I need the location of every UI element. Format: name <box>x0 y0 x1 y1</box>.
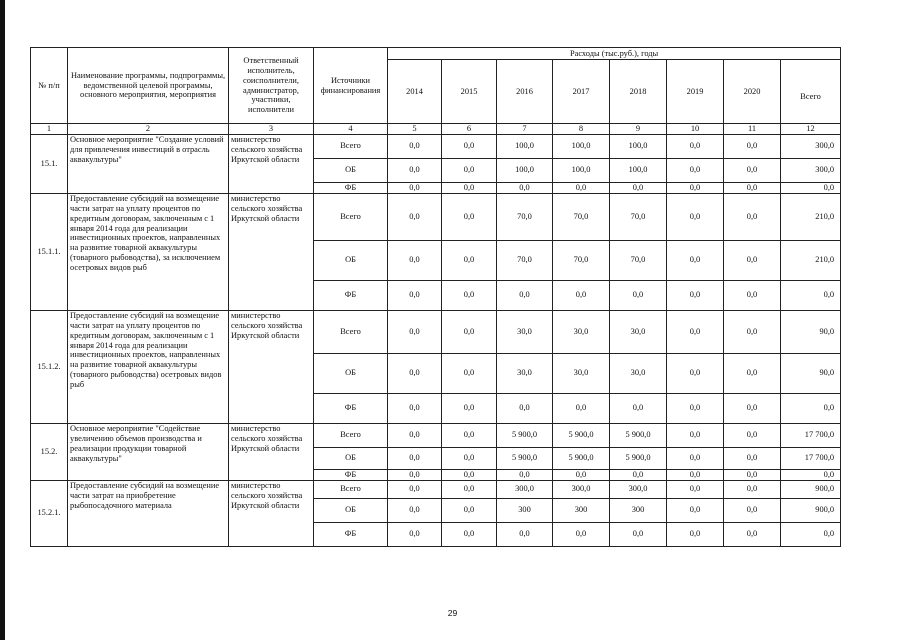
year-value-cell: 0,0 <box>610 182 667 193</box>
year-value-cell: 0,0 <box>388 134 442 158</box>
year-value-cell: 0,0 <box>724 240 781 280</box>
year-value-cell: 5 900,0 <box>553 447 610 469</box>
total-cell: 0,0 <box>781 182 841 193</box>
column-number-row <box>31 124 841 135</box>
row-number: 15.2. <box>31 423 68 480</box>
year-value-cell: 0,0 <box>442 522 497 546</box>
year-value-cell: 0,0 <box>724 447 781 469</box>
table-row <box>31 134 841 158</box>
year-value-cell: 0,0 <box>610 522 667 546</box>
total-cell: 900,0 <box>781 480 841 498</box>
column-number: 12 <box>781 124 841 135</box>
year-value-cell: 0,0 <box>442 193 497 240</box>
funding-source: ОБ <box>314 353 388 393</box>
year-value-cell: 0,0 <box>388 469 442 480</box>
year-value-cell: 0,0 <box>667 158 724 182</box>
funding-source: ФБ <box>314 182 388 193</box>
year-value-cell: 0,0 <box>388 447 442 469</box>
header-num: № п/п <box>31 48 68 124</box>
header-year: 2015 <box>442 60 497 124</box>
scan-edge-bar <box>0 0 5 640</box>
header-source: Источники финансирования <box>314 48 388 124</box>
funding-source: Всего <box>314 310 388 353</box>
year-value-cell: 0,0 <box>442 158 497 182</box>
year-value-cell: 0,0 <box>667 134 724 158</box>
header-year: 2014 <box>388 60 442 124</box>
year-value-cell: 70,0 <box>497 240 553 280</box>
year-value-cell: 0,0 <box>667 182 724 193</box>
year-value-cell: 0,0 <box>724 423 781 447</box>
total-cell: 0,0 <box>781 393 841 423</box>
year-value-cell: 300 <box>497 498 553 522</box>
year-value-cell: 0,0 <box>442 498 497 522</box>
year-value-cell: 30,0 <box>497 310 553 353</box>
year-value-cell: 5 900,0 <box>610 447 667 469</box>
responsible-executor: министерство сельского хозяйства Иркутской области <box>229 480 314 546</box>
column-number: 4 <box>314 124 388 135</box>
responsible-executor: министерство сельского хозяйства Иркутской области <box>229 310 314 423</box>
row-number: 15.2.1. <box>31 480 68 546</box>
funding-source: ОБ <box>314 158 388 182</box>
funding-source: ОБ <box>314 447 388 469</box>
year-value-cell: 0,0 <box>667 423 724 447</box>
year-value-cell: 0,0 <box>724 393 781 423</box>
year-value-cell: 0,0 <box>724 522 781 546</box>
year-value-cell: 0,0 <box>388 498 442 522</box>
year-value-cell: 0,0 <box>724 469 781 480</box>
year-value-cell: 0,0 <box>388 522 442 546</box>
year-value-cell: 0,0 <box>610 393 667 423</box>
year-value-cell: 0,0 <box>724 134 781 158</box>
total-cell: 300,0 <box>781 158 841 182</box>
column-number: 9 <box>610 124 667 135</box>
year-value-cell: 0,0 <box>724 280 781 310</box>
funding-source: ФБ <box>314 393 388 423</box>
column-number: 3 <box>229 124 314 135</box>
column-number: 2 <box>68 124 229 135</box>
year-value-cell: 0,0 <box>442 353 497 393</box>
year-value-cell: 0,0 <box>388 480 442 498</box>
column-number: 5 <box>388 124 442 135</box>
year-value-cell: 0,0 <box>667 498 724 522</box>
activity-name: Основное мероприятие "Содействие увеличению объемов производства и реализации продукции товарной аквакультуры" <box>68 423 229 480</box>
year-value-cell: 300,0 <box>553 480 610 498</box>
year-value-cell: 100,0 <box>553 134 610 158</box>
funding-source: Всего <box>314 134 388 158</box>
year-value-cell: 0,0 <box>442 447 497 469</box>
header-year: 2018 <box>610 60 667 124</box>
year-value-cell: 0,0 <box>553 182 610 193</box>
year-value-cell: 0,0 <box>497 469 553 480</box>
year-value-cell: 0,0 <box>724 158 781 182</box>
year-value-cell: 0,0 <box>442 469 497 480</box>
total-cell: 0,0 <box>781 522 841 546</box>
year-value-cell: 300,0 <box>497 480 553 498</box>
column-number: 11 <box>724 124 781 135</box>
year-value-cell: 0,0 <box>388 393 442 423</box>
activity-name: Предоставление субсидий на возмещение части затрат на уплату процентов по кредитным договорам, заключенным с 1 января 2014 года для реализации инвестиционных проектов, направленных на развитие товарной аквакультуры (товарного рыбоводства), за исключением осетровых видов рыб <box>68 193 229 310</box>
year-value-cell: 0,0 <box>667 480 724 498</box>
total-cell: 17 700,0 <box>781 447 841 469</box>
table-row <box>31 480 841 498</box>
header-expenses: Расходы (тыс.руб.), годы <box>388 48 841 60</box>
total-cell: 17 700,0 <box>781 423 841 447</box>
year-value-cell: 300,0 <box>610 480 667 498</box>
year-value-cell: 0,0 <box>724 310 781 353</box>
column-number: 6 <box>442 124 497 135</box>
year-value-cell: 0,0 <box>667 522 724 546</box>
row-number: 15.1.1. <box>31 193 68 310</box>
responsible-executor: министерство сельского хозяйства Иркутской области <box>229 134 314 193</box>
year-value-cell: 5 900,0 <box>553 423 610 447</box>
column-number: 8 <box>553 124 610 135</box>
year-value-cell: 0,0 <box>553 280 610 310</box>
year-value-cell: 0,0 <box>667 310 724 353</box>
funding-source: ФБ <box>314 522 388 546</box>
funding-source: ФБ <box>314 469 388 480</box>
year-value-cell: 0,0 <box>388 353 442 393</box>
table-row <box>31 193 841 240</box>
year-value-cell: 0,0 <box>667 193 724 240</box>
header-name: Наименование программы, подпрограммы, ведомственной целевой программы, основного мероприятия, мероприятия <box>68 48 229 124</box>
total-cell: 900,0 <box>781 498 841 522</box>
table-row <box>31 310 841 353</box>
table-row <box>31 423 841 447</box>
total-cell: 0,0 <box>781 280 841 310</box>
header-year: 2017 <box>553 60 610 124</box>
year-value-cell: 0,0 <box>610 280 667 310</box>
header-year: 2016 <box>497 60 553 124</box>
year-value-cell: 70,0 <box>553 240 610 280</box>
year-value-cell: 5 900,0 <box>497 423 553 447</box>
year-value-cell: 0,0 <box>667 447 724 469</box>
year-value-cell: 0,0 <box>667 280 724 310</box>
column-number: 10 <box>667 124 724 135</box>
year-value-cell: 0,0 <box>442 134 497 158</box>
year-value-cell: 0,0 <box>442 393 497 423</box>
year-value-cell: 0,0 <box>497 393 553 423</box>
year-value-cell: 0,0 <box>667 353 724 393</box>
year-value-cell: 0,0 <box>442 240 497 280</box>
budget-table <box>30 47 841 547</box>
funding-source: ОБ <box>314 240 388 280</box>
year-value-cell: 0,0 <box>724 498 781 522</box>
row-number: 15.1.2. <box>31 310 68 423</box>
year-value-cell: 0,0 <box>388 423 442 447</box>
year-value-cell: 0,0 <box>442 310 497 353</box>
year-value-cell: 0,0 <box>667 393 724 423</box>
year-value-cell: 0,0 <box>388 193 442 240</box>
year-value-cell: 0,0 <box>388 240 442 280</box>
year-value-cell: 0,0 <box>442 182 497 193</box>
year-value-cell: 0,0 <box>667 469 724 480</box>
year-value-cell: 0,0 <box>610 469 667 480</box>
header-year: 2020 <box>724 60 781 124</box>
year-value-cell: 0,0 <box>553 469 610 480</box>
year-value-cell: 0,0 <box>724 480 781 498</box>
total-cell: 90,0 <box>781 353 841 393</box>
year-value-cell: 70,0 <box>610 193 667 240</box>
year-value-cell: 0,0 <box>442 480 497 498</box>
row-number: 15.1. <box>31 134 68 193</box>
year-value-cell: 70,0 <box>497 193 553 240</box>
year-value-cell: 300 <box>610 498 667 522</box>
total-cell: 0,0 <box>781 469 841 480</box>
activity-name: Предоставление субсидий на возмещение части затрат на приобретение рыбопосадочного материала <box>68 480 229 546</box>
year-value-cell: 70,0 <box>610 240 667 280</box>
year-value-cell: 100,0 <box>610 158 667 182</box>
funding-source: ФБ <box>314 280 388 310</box>
year-value-cell: 30,0 <box>610 310 667 353</box>
total-cell: 210,0 <box>781 240 841 280</box>
year-value-cell: 0,0 <box>724 182 781 193</box>
total-cell: 210,0 <box>781 193 841 240</box>
year-value-cell: 0,0 <box>442 423 497 447</box>
year-value-cell: 0,0 <box>497 280 553 310</box>
year-value-cell: 30,0 <box>553 310 610 353</box>
year-value-cell: 0,0 <box>724 193 781 240</box>
year-value-cell: 5 900,0 <box>610 423 667 447</box>
year-value-cell: 0,0 <box>442 280 497 310</box>
year-value-cell: 70,0 <box>553 193 610 240</box>
year-value-cell: 0,0 <box>388 182 442 193</box>
responsible-executor: министерство сельского хозяйства Иркутской области <box>229 193 314 310</box>
column-number: 7 <box>497 124 553 135</box>
year-value-cell: 100,0 <box>610 134 667 158</box>
year-value-cell: 0,0 <box>388 310 442 353</box>
funding-source: Всего <box>314 423 388 447</box>
funding-source: Всего <box>314 193 388 240</box>
year-value-cell: 30,0 <box>497 353 553 393</box>
year-value-cell: 300 <box>553 498 610 522</box>
activity-name: Предоставление субсидий на возмещение части затрат на уплату процентов по кредитным договорам, заключенным с 1 января 2014 года для реализации инвестиционных проектов, направленных на развитие товарной аквакультуры (товарного рыбоводства) осетровых видов рыб <box>68 310 229 423</box>
year-value-cell: 0,0 <box>497 182 553 193</box>
year-value-cell: 0,0 <box>553 522 610 546</box>
funding-source: Всего <box>314 480 388 498</box>
total-cell: 90,0 <box>781 310 841 353</box>
year-value-cell: 100,0 <box>497 158 553 182</box>
activity-name: Основное мероприятие "Создание условий для привлечения инвестиций в отрасль аквакультуры" <box>68 134 229 193</box>
header-responsible: Ответственный исполнитель, соисполнители, администратор, участники, исполнители <box>229 48 314 124</box>
header-year: 2019 <box>667 60 724 124</box>
year-value-cell: 0,0 <box>553 393 610 423</box>
year-value-cell: 0,0 <box>388 158 442 182</box>
year-value-cell: 0,0 <box>388 280 442 310</box>
year-value-cell: 30,0 <box>553 353 610 393</box>
year-value-cell: 5 900,0 <box>497 447 553 469</box>
year-value-cell: 0,0 <box>497 522 553 546</box>
year-value-cell: 0,0 <box>724 353 781 393</box>
year-value-cell: 100,0 <box>553 158 610 182</box>
header-total: Всего <box>781 60 841 124</box>
page-number: 29 <box>447 608 458 618</box>
year-value-cell: 100,0 <box>497 134 553 158</box>
header-row-1 <box>31 48 841 60</box>
total-cell: 300,0 <box>781 134 841 158</box>
responsible-executor: министерство сельского хозяйства Иркутской области <box>229 423 314 480</box>
year-value-cell: 30,0 <box>610 353 667 393</box>
column-number: 1 <box>31 124 68 135</box>
funding-source: ОБ <box>314 498 388 522</box>
year-value-cell: 0,0 <box>667 240 724 280</box>
